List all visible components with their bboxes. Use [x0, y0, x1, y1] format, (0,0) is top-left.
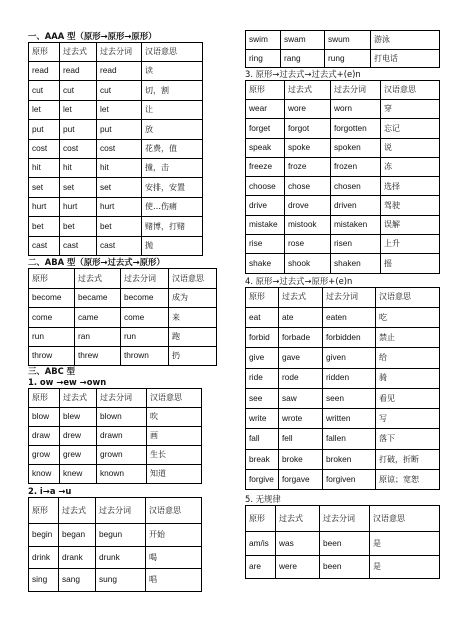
past-tense-cell: sang	[59, 569, 96, 592]
table-row	[246, 429, 440, 449]
column-header: 过去分词	[121, 268, 169, 288]
column-header: 过去式	[285, 81, 331, 100]
past-participle-cell: driven	[331, 196, 381, 215]
column-header: 汉语意思	[147, 389, 202, 408]
past-participle-cell: put	[97, 120, 142, 139]
past-tense-cell: forbade	[279, 327, 323, 347]
meaning-cell: 吃	[376, 307, 440, 327]
past-participle-cell: run	[121, 327, 169, 346]
past-participle-cell: written	[323, 409, 376, 429]
past-tense-cell: ran	[75, 327, 121, 346]
table-en-2	[245, 287, 440, 491]
table-row	[246, 327, 440, 347]
past-tense-cell: set	[60, 178, 97, 197]
table-row	[246, 119, 440, 138]
base-form-cell: mistake	[246, 215, 285, 234]
table-row	[29, 81, 203, 100]
past-participle-cell: let	[97, 100, 142, 119]
base-form-cell: know	[29, 465, 60, 484]
meaning-cell: 是	[370, 532, 440, 556]
table-row	[29, 197, 203, 216]
past-tense-cell: wrote	[279, 409, 323, 429]
past-participle-cell: ridden	[323, 368, 376, 388]
base-form-cell: fall	[246, 429, 279, 449]
table-header-row	[29, 43, 203, 62]
column-header: 原形	[246, 81, 285, 100]
right-column	[245, 0, 441, 579]
past-tense-cell: fell	[279, 429, 323, 449]
past-tense-cell: drank	[59, 546, 96, 569]
past-tense-cell: became	[75, 288, 121, 307]
table-row	[246, 157, 440, 176]
table-row	[246, 348, 440, 368]
meaning-cell: 落下	[376, 429, 440, 449]
base-form-cell: rise	[246, 235, 285, 254]
section-title-aba: 二、ABA 型（原形→过去式→原形）	[28, 256, 165, 267]
table-row	[246, 307, 440, 327]
column-header: 过去式	[276, 506, 320, 532]
meaning-cell: 成为	[169, 288, 217, 307]
table-row	[246, 138, 440, 157]
past-tense-cell: broke	[279, 449, 323, 469]
past-participle-cell: been	[320, 532, 370, 556]
base-form-cell: forbid	[246, 327, 279, 347]
meaning-cell: 驾驶	[381, 196, 440, 215]
base-form-cell: give	[246, 348, 279, 368]
past-tense-cell: mistook	[285, 215, 331, 234]
table-header-row	[246, 506, 440, 532]
base-form-cell: see	[246, 388, 279, 408]
past-participle-cell: cut	[97, 81, 142, 100]
base-form-cell: ride	[246, 368, 279, 388]
meaning-cell: 禁止	[376, 327, 440, 347]
table-aaa	[28, 42, 203, 256]
base-form-cell: draw	[29, 427, 60, 446]
base-form-cell: forget	[246, 119, 285, 138]
meaning-cell: 跑	[169, 327, 217, 346]
meaning-cell: 说	[381, 138, 440, 157]
past-tense-cell: chose	[285, 177, 331, 196]
base-form-cell: am/is	[246, 532, 276, 556]
meaning-cell: 来	[169, 308, 217, 327]
table-row	[246, 196, 440, 215]
table-i-a-u	[28, 497, 202, 592]
past-tense-cell: froze	[285, 157, 331, 176]
base-form-cell: swim	[246, 31, 281, 50]
past-tense-cell: cast	[60, 236, 97, 255]
table-row	[246, 388, 440, 408]
base-form-cell: drink	[29, 546, 59, 569]
past-participle-cell: given	[323, 348, 376, 368]
past-tense-cell: forgave	[279, 470, 323, 490]
table-row	[29, 546, 202, 569]
base-form-cell: become	[29, 288, 75, 307]
meaning-cell: 给	[376, 348, 440, 368]
meaning-cell: 生长	[147, 446, 202, 465]
table-row	[29, 524, 202, 547]
column-header: 过去式	[75, 268, 121, 288]
past-participle-cell: blown	[97, 408, 147, 427]
past-participle-cell: known	[97, 465, 147, 484]
meaning-cell: 读	[142, 62, 203, 81]
past-tense-cell: was	[276, 532, 320, 556]
column-header: 过去分词	[320, 506, 370, 532]
past-participle-cell: sung	[96, 569, 146, 592]
past-tense-cell: hit	[60, 158, 97, 177]
past-participle-cell: thrown	[121, 346, 169, 365]
meaning-cell: 唱	[146, 569, 202, 592]
past-participle-cell: chosen	[331, 177, 381, 196]
meaning-cell: 知道	[147, 465, 202, 484]
column-header: 汉语意思	[376, 287, 440, 307]
meaning-cell: 游泳	[371, 31, 440, 50]
column-header: 过去分词	[323, 287, 376, 307]
past-tense-cell: put	[60, 120, 97, 139]
meaning-cell: 使…伤痛	[142, 197, 203, 216]
base-form-cell: throw	[29, 346, 75, 365]
past-tense-cell: came	[75, 308, 121, 327]
past-participle-cell: seen	[323, 388, 376, 408]
past-participle-cell: been	[320, 555, 370, 579]
past-tense-cell: ate	[279, 307, 323, 327]
table-row	[29, 62, 203, 81]
past-tense-cell: bet	[60, 217, 97, 236]
base-form-cell: cost	[29, 139, 60, 158]
table-row	[29, 120, 203, 139]
left-column	[28, 0, 239, 592]
past-tense-cell: shook	[285, 254, 331, 273]
past-participle-cell: drawn	[97, 427, 147, 446]
table-row	[29, 217, 203, 236]
base-form-cell: cast	[29, 236, 60, 255]
meaning-cell: 抛	[142, 236, 203, 255]
meaning-cell: 骑	[376, 368, 440, 388]
base-form-cell: read	[29, 62, 60, 81]
meaning-cell: 打电话	[371, 49, 440, 68]
table-row	[246, 254, 440, 273]
table-row	[29, 158, 203, 177]
table-row	[29, 427, 202, 446]
table-row	[29, 288, 217, 307]
table-row	[246, 532, 440, 556]
base-form-cell: eat	[246, 307, 279, 327]
past-tense-cell: drove	[285, 196, 331, 215]
table-row	[246, 368, 440, 388]
past-participle-cell: cost	[97, 139, 142, 158]
base-form-cell: break	[246, 449, 279, 469]
past-tense-cell: cut	[60, 81, 97, 100]
table-row	[246, 470, 440, 490]
meaning-cell: 摇	[381, 254, 440, 273]
base-form-cell: come	[29, 308, 75, 327]
column-header: 过去分词	[97, 43, 142, 62]
meaning-cell: 是	[370, 555, 440, 579]
past-tense-cell: began	[59, 524, 96, 547]
past-participle-cell: drunk	[96, 546, 146, 569]
past-participle-cell: come	[121, 308, 169, 327]
meaning-cell: 放	[142, 120, 203, 139]
base-form-cell: are	[246, 555, 276, 579]
table-header-row	[246, 81, 440, 100]
past-participle-cell: forgiven	[323, 470, 376, 490]
past-tense-cell: drew	[60, 427, 97, 446]
table-row	[29, 346, 217, 365]
meaning-cell: 写	[376, 409, 440, 429]
base-form-cell: speak	[246, 138, 285, 157]
table-en-1	[245, 80, 440, 274]
table-ow	[28, 388, 202, 484]
past-participle-cell: read	[97, 62, 142, 81]
table-row	[29, 139, 203, 158]
table-row	[29, 327, 217, 346]
column-header: 原形	[29, 498, 59, 524]
meaning-cell: 扔	[169, 346, 217, 365]
table-header-row	[29, 498, 202, 524]
past-participle-cell: cast	[97, 236, 142, 255]
subsection-en-1: 3. 原形→过去式→过去式+(e)n	[245, 69, 361, 79]
column-header: 过去分词	[96, 498, 146, 524]
section-title-abc: 三、ABC 型	[28, 366, 76, 377]
table-row	[29, 465, 202, 484]
past-participle-cell: spoken	[331, 138, 381, 157]
base-form-cell: forgive	[246, 470, 279, 490]
base-form-cell: shake	[246, 254, 285, 273]
column-header: 汉语意思	[146, 498, 202, 524]
meaning-cell: 误解	[381, 215, 440, 234]
past-tense-cell: cost	[60, 139, 97, 158]
meaning-cell: 上升	[381, 235, 440, 254]
column-header: 过去式	[279, 287, 323, 307]
column-header: 原形	[246, 506, 276, 532]
past-tense-cell: wore	[285, 100, 331, 119]
table-row	[29, 100, 203, 119]
table-header-row	[29, 389, 202, 408]
past-participle-cell: grown	[97, 446, 147, 465]
base-form-cell: bet	[29, 217, 60, 236]
base-form-cell: sing	[29, 569, 59, 592]
past-participle-cell: worn	[331, 100, 381, 119]
base-form-cell: drive	[246, 196, 285, 215]
past-tense-cell: blew	[60, 408, 97, 427]
base-form-cell: let	[29, 100, 60, 119]
past-tense-cell: saw	[279, 388, 323, 408]
base-form-cell: hit	[29, 158, 60, 177]
past-tense-cell: knew	[60, 465, 97, 484]
meaning-cell: 撞，击	[142, 158, 203, 177]
column-header: 过去分词	[331, 81, 381, 100]
past-participle-cell: forgotten	[331, 119, 381, 138]
meaning-cell: 让	[142, 100, 203, 119]
past-tense-cell: gave	[279, 348, 323, 368]
meaning-cell: 切，割	[142, 81, 203, 100]
meaning-cell: 花费，值	[142, 139, 203, 158]
meaning-cell: 穿	[381, 100, 440, 119]
meaning-cell: 冻	[381, 157, 440, 176]
subsection-ow: 1. ow →ew →own	[28, 377, 107, 388]
table-row	[29, 178, 203, 197]
column-header: 原形	[29, 268, 75, 288]
table-aba	[28, 268, 217, 366]
column-header: 过去式	[59, 498, 96, 524]
base-form-cell: set	[29, 178, 60, 197]
base-form-cell: wear	[246, 100, 285, 119]
table-row	[29, 236, 203, 255]
base-form-cell: run	[29, 327, 75, 346]
meaning-cell: 看见	[376, 388, 440, 408]
table-row	[29, 408, 202, 427]
base-form-cell: blow	[29, 408, 60, 427]
past-participle-cell: hit	[97, 158, 142, 177]
past-participle-cell: set	[97, 178, 142, 197]
past-participle-cell: bet	[97, 217, 142, 236]
past-participle-cell: fallen	[323, 429, 376, 449]
column-header: 汉语意思	[142, 43, 203, 62]
table-row	[246, 409, 440, 429]
column-header: 汉语意思	[381, 81, 440, 100]
table-row	[246, 100, 440, 119]
table-row	[246, 235, 440, 254]
meaning-cell: 赌博，打赌	[142, 217, 203, 236]
table-row	[29, 308, 217, 327]
column-header: 过去式	[60, 389, 97, 408]
past-tense-cell: swam	[281, 31, 325, 50]
past-participle-cell: rung	[325, 49, 371, 68]
past-participle-cell: broken	[323, 449, 376, 469]
past-participle-cell: hurt	[97, 197, 142, 216]
past-tense-cell: were	[276, 555, 320, 579]
past-tense-cell: read	[60, 62, 97, 81]
past-tense-cell: forgot	[285, 119, 331, 138]
table-row	[246, 555, 440, 579]
column-header: 原形	[29, 389, 60, 408]
table-header-row	[29, 268, 217, 288]
table-row	[246, 31, 440, 50]
table-row	[246, 215, 440, 234]
subsection-i-a-u: 2. i→a →u	[28, 486, 72, 497]
past-tense-cell: threw	[75, 346, 121, 365]
base-form-cell: grow	[29, 446, 60, 465]
base-form-cell: write	[246, 409, 279, 429]
meaning-cell: 开始	[146, 524, 202, 547]
table-row	[246, 449, 440, 469]
meaning-cell: 选择	[381, 177, 440, 196]
past-participle-cell: become	[121, 288, 169, 307]
base-form-cell: freeze	[246, 157, 285, 176]
past-tense-cell: hurt	[60, 197, 97, 216]
subsection-en-2: 4. 原形→过去式→原形+(e)n	[245, 275, 353, 286]
meaning-cell: 安排，安置	[142, 178, 203, 197]
table-row	[29, 569, 202, 592]
past-tense-cell: let	[60, 100, 97, 119]
meaning-cell: 打破，折断	[376, 449, 440, 469]
past-participle-cell: swum	[325, 31, 371, 50]
table-irregular	[245, 505, 440, 579]
meaning-cell: 喝	[146, 546, 202, 569]
column-header: 过去式	[60, 43, 97, 62]
column-header: 汉语意思	[370, 506, 440, 532]
base-form-cell: begin	[29, 524, 59, 547]
past-tense-cell: rang	[281, 49, 325, 68]
past-participle-cell: risen	[331, 235, 381, 254]
past-participle-cell: frozen	[331, 157, 381, 176]
subsection-irregular: 5. 无规律	[245, 494, 281, 505]
base-form-cell: cut	[29, 81, 60, 100]
past-participle-cell: shaken	[331, 254, 381, 273]
past-tense-cell: rose	[285, 235, 331, 254]
base-form-cell: put	[29, 120, 60, 139]
meaning-cell: 原谅；宽恕	[376, 470, 440, 490]
base-form-cell: ring	[246, 49, 281, 68]
meaning-cell: 忘记	[381, 119, 440, 138]
past-tense-cell: rode	[279, 368, 323, 388]
column-header: 汉语意思	[169, 268, 217, 288]
past-participle-cell: begun	[96, 524, 146, 547]
meaning-cell: 画	[147, 427, 202, 446]
past-tense-cell: spoke	[285, 138, 331, 157]
table-swim-ring	[245, 30, 440, 68]
past-participle-cell: forbidden	[323, 327, 376, 347]
section-title-aaa: 一、AAA 型（原形→原形→原形）	[28, 31, 157, 41]
table-header-row	[246, 287, 440, 307]
meaning-cell: 吹	[147, 408, 202, 427]
base-form-cell: choose	[246, 177, 285, 196]
table-row	[246, 49, 440, 68]
table-row	[29, 446, 202, 465]
column-header: 原形	[246, 287, 279, 307]
past-tense-cell: grew	[60, 446, 97, 465]
past-participle-cell: eaten	[323, 307, 376, 327]
base-form-cell: hurt	[29, 197, 60, 216]
table-row	[246, 177, 440, 196]
column-header: 原形	[29, 43, 60, 62]
past-participle-cell: mistaken	[331, 215, 381, 234]
column-header: 过去分词	[97, 389, 147, 408]
